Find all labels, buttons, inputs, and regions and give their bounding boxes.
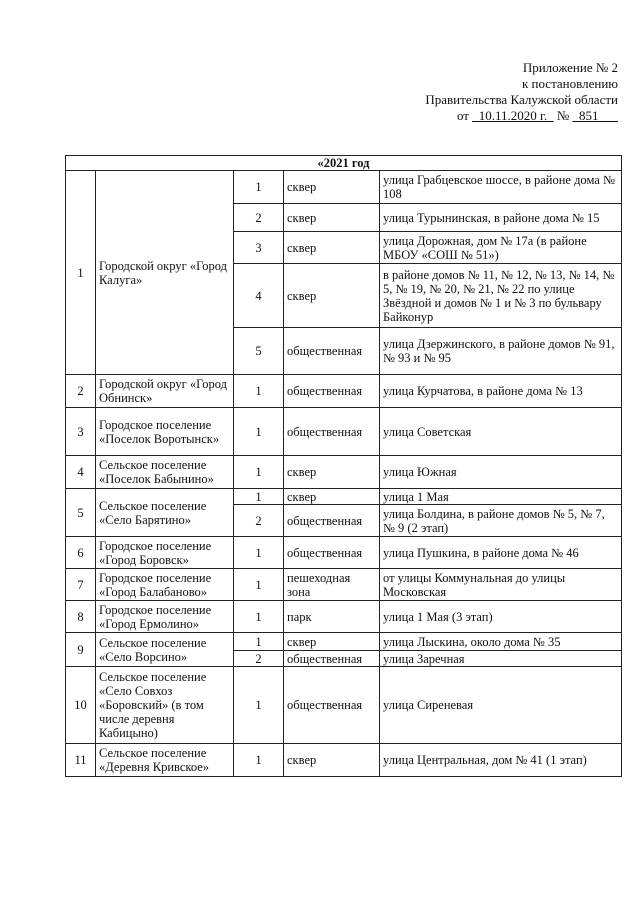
item-number: 1 [234, 408, 284, 456]
decree-label: к постановлению [521, 76, 618, 91]
table-row [66, 569, 622, 601]
territory-address: улица 1 Мая [380, 489, 622, 505]
municipality-name: Сельское поселение «Село Совхоз «Боровский» (в том числе деревня Кабицыно) [96, 667, 234, 744]
territory-address: улица Курчатова, в районе дома № 13 [380, 375, 622, 408]
territory-type: парк [284, 601, 380, 633]
territory-type: сквер [284, 204, 380, 232]
item-number: 2 [234, 651, 284, 667]
territory-address: улица Центральная, дом № 41 (1 этап) [380, 744, 622, 777]
territory-address: улица Заречная [380, 651, 622, 667]
item-number: 1 [234, 489, 284, 505]
table-row [66, 456, 622, 489]
territory-type: общественная [284, 328, 380, 375]
item-number: 1 [234, 375, 284, 408]
table-row [66, 633, 622, 651]
item-number: 1 [234, 569, 284, 601]
municipality-name: Сельское поселение «Деревня Кривское» [96, 744, 234, 777]
row-number: 1 [66, 171, 96, 375]
row-number: 7 [66, 569, 96, 601]
territory-address: улица Сиреневая [380, 667, 622, 744]
territory-address: улица Болдина, в районе домов № 5, № 7, № 9 (2 этап) [380, 505, 622, 537]
territory-type: сквер [284, 633, 380, 651]
number-label: № [553, 108, 573, 123]
territory-address: улица Грабцевское шоссе, в районе дома № 108 [380, 171, 622, 204]
table-row [66, 171, 622, 204]
territory-type: сквер [284, 232, 380, 264]
table-row [66, 601, 622, 633]
item-number: 2 [234, 204, 284, 232]
item-number: 4 [234, 264, 284, 328]
table-row [66, 489, 622, 505]
row-number: 5 [66, 489, 96, 537]
municipality-name: Сельское поселение «Село Барятино» [96, 489, 234, 537]
item-number: 1 [234, 601, 284, 633]
row-number: 8 [66, 601, 96, 633]
item-number: 1 [234, 667, 284, 744]
municipality-name: Городской округ «Город Обнинск» [96, 375, 234, 408]
territory-address: от улицы Коммунальная до улицы Московская [380, 569, 622, 601]
row-number: 10 [66, 667, 96, 744]
territory-address: улица Турынинская, в районе дома № 15 [380, 204, 622, 232]
row-number: 4 [66, 456, 96, 489]
municipality-name: Городское поселение «Город Ермолино» [96, 601, 234, 633]
territory-type: сквер [284, 171, 380, 204]
item-number: 1 [234, 633, 284, 651]
territory-type: общественная [284, 667, 380, 744]
year-header-row [66, 156, 622, 171]
territory-address: улица 1 Мая (3 этап) [380, 601, 622, 633]
municipality-name: Городское поселение «Город Балабаново» [96, 569, 234, 601]
row-number: 6 [66, 537, 96, 569]
item-number: 3 [234, 232, 284, 264]
territory-type: сквер [284, 744, 380, 777]
date-number-line [425, 108, 618, 124]
row-number: 2 [66, 375, 96, 408]
table-row [66, 375, 622, 408]
territory-address: улица Пушкина, в районе дома № 46 [380, 537, 622, 569]
municipality-name: Городское поселение «Город Боровск» [96, 537, 234, 569]
municipality-name: Городское поселение «Поселок Воротынск» [96, 408, 234, 456]
table-row [66, 667, 622, 744]
item-number: 1 [234, 171, 284, 204]
table-row [66, 744, 622, 777]
territory-type: общественная [284, 537, 380, 569]
territory-address: улица Дорожная, дом № 17а (в районе МБОУ «СОШ № 51») [380, 232, 622, 264]
territory-type: сквер [284, 264, 380, 328]
municipality-name: Сельское поселение «Поселок Бабынино» [96, 456, 234, 489]
territory-address: улица Южная [380, 456, 622, 489]
territories-table [65, 155, 622, 777]
row-number: 3 [66, 408, 96, 456]
date-prefix: от [456, 108, 473, 123]
territory-address: улица Советская [380, 408, 622, 456]
item-number: 1 [234, 744, 284, 777]
item-number: 1 [234, 456, 284, 489]
table-body [66, 156, 622, 777]
territory-type: общественная [284, 375, 380, 408]
municipality-name: Городской округ «Город Калуга» [96, 171, 234, 375]
territory-type: сквер [284, 489, 380, 505]
year-header: «2021 год [66, 156, 622, 171]
territory-address: улица Дзержинского, в районе домов № 91, № 93 и № 95 [380, 328, 622, 375]
territory-type: общественная [284, 651, 380, 667]
item-number: 1 [234, 537, 284, 569]
document-header [425, 60, 618, 124]
decree-number: _851___ [572, 108, 618, 123]
table-row [66, 408, 622, 456]
territory-address: в районе домов № 11, № 12, № 13, № 14, № 5, № 19, № 20, № 21, № 22 по улице Звёздной и домов № 1 и № 3 по бульвару Байконур [380, 264, 622, 328]
row-number: 11 [66, 744, 96, 777]
territory-type: сквер [284, 456, 380, 489]
table-row [66, 537, 622, 569]
territory-type: пешеходная зона [284, 569, 380, 601]
municipality-name: Сельское поселение «Село Ворсино» [96, 633, 234, 667]
item-number: 5 [234, 328, 284, 375]
row-number: 9 [66, 633, 96, 667]
territory-type: общественная [284, 505, 380, 537]
territory-address: улица Лыскина, около дома № 35 [380, 633, 622, 651]
decree-date: _10.11.2020 г._ [472, 108, 554, 123]
appendix-label: Приложение № 2 [522, 60, 618, 75]
government-label: Правительства Калужской области [425, 92, 618, 107]
item-number: 2 [234, 505, 284, 537]
territory-type: общественная [284, 408, 380, 456]
